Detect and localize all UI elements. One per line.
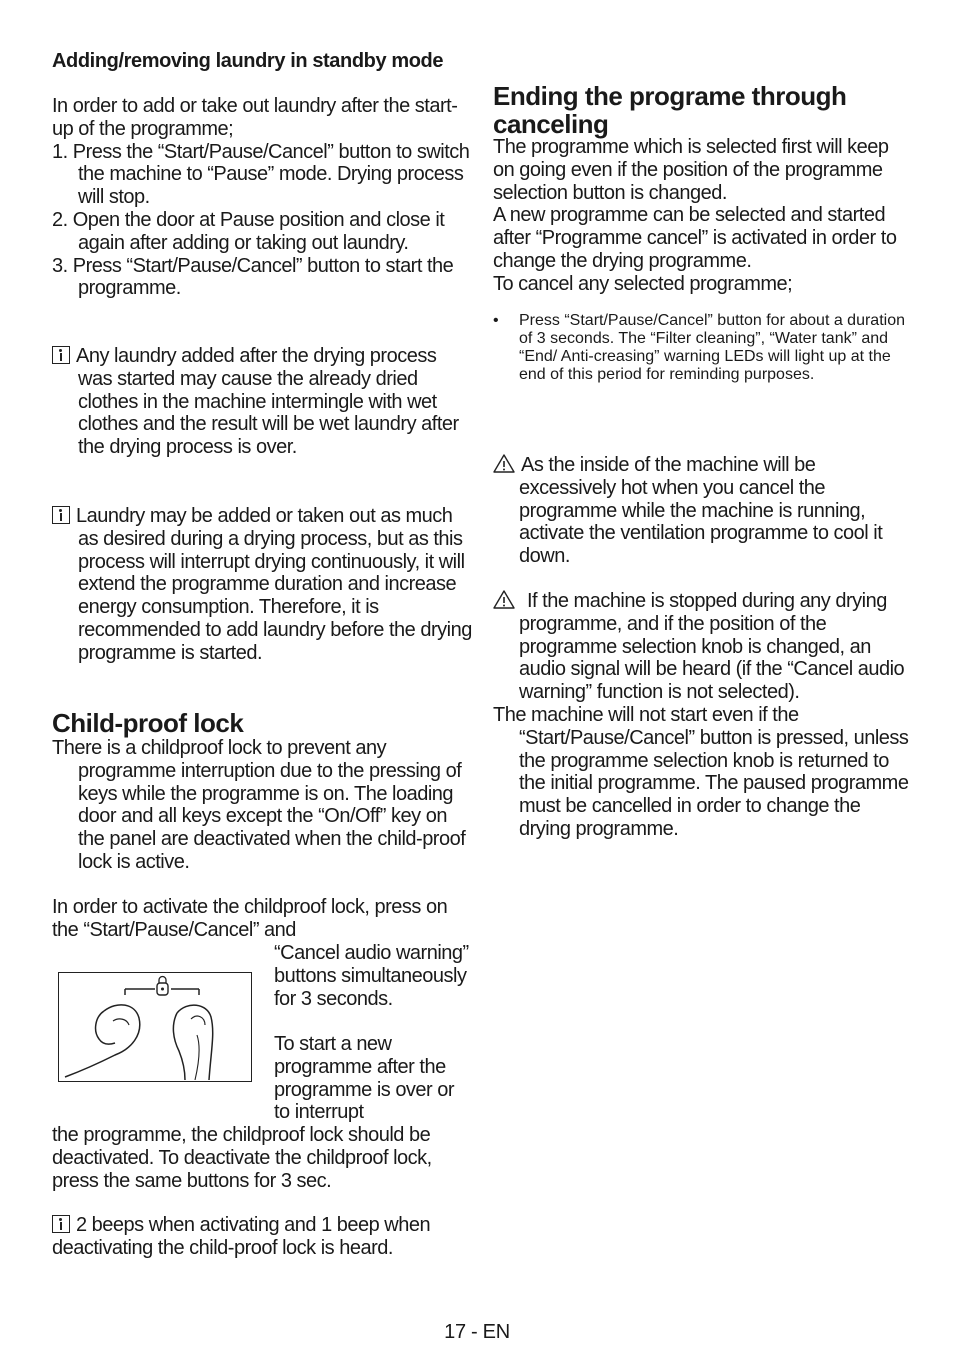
childlock-para-1-text: There is a childproof lock to prevent any programme interruption due to the pressing of keys while the programme is on. The loading door and all keys except the “On/Off” key on the panel are deactivated when the child-proof lock is active. xyxy=(52,737,466,873)
ending-para-2: A new programme can be selected and started after “Programme cancel” is activated in order to change the drying programme. xyxy=(493,204,897,272)
standby-step-1: 1. Press the “Start/Pause/Cancel” button to switch the machine to “Pause” mode. Drying process will stop. xyxy=(52,140,470,209)
standby-heading: Adding/removing laundry in standby mode xyxy=(52,50,444,72)
hands-pressing-buttons-illustration xyxy=(59,973,250,1080)
childlock-para-3 xyxy=(52,1124,452,1192)
bullet-dot-icon: • xyxy=(493,311,499,329)
standby-step-2: 2. Open the door at Pause position and close it again after adding or taking out laundry. xyxy=(52,208,445,254)
standby-note-1 xyxy=(52,345,472,459)
ending-warning-2 xyxy=(493,590,913,841)
childlock-note xyxy=(52,1214,432,1260)
ending-warning-2-text: If the machine is stopped during any drying programme, and if the position of the programme selection knob is changed, an audio signal will be heard (if the “Cancel audio warning” function is not selected). xyxy=(519,590,905,704)
standby-note-1-text: Any laundry added after the drying process was started may cause the already dried clothes in the machine intermingle with wet clothes and the result will be wet laundry after the drying process is over. xyxy=(76,345,459,459)
ending-para-3: To cancel any selected programme; xyxy=(493,272,793,295)
standby-note-2 xyxy=(52,505,472,665)
ending-para-1: The programme which is selected first will keep on going even if the position of the programme selection button is changed. xyxy=(493,136,889,204)
childlock-para-2 xyxy=(52,896,452,942)
childlock-beside-2: To start a new programme after the programme is over or to interrupt xyxy=(274,1033,455,1124)
standby-intro: In order to add or take out laundry after the start-up of the programme; xyxy=(52,95,458,140)
ending-para-4: The machine will not start even if the “Start/Pause/Cancel” button is pressed, unless the programme selection knob is returned to the initial programme. The paused programme must be cancelled in order to change the drying programme. xyxy=(493,703,909,840)
childlock-note-text: 2 beeps when activating and 1 beep when deactivating the child-proof lock is heard. xyxy=(52,1214,431,1259)
ending-heading: Ending the programe through canceling xyxy=(493,81,847,139)
info-icon xyxy=(52,506,70,524)
childlock-para-3-text: the programme, the childproof lock should be deactivated. To deactivate the childproof lock, press the same buttons for 3 sec. xyxy=(52,1124,432,1192)
ending-body xyxy=(493,136,913,400)
info-icon xyxy=(52,1215,70,1233)
standby-intro-block xyxy=(52,95,472,300)
standby-step-3: 3. Press “Start/Pause/Cancel” button to start the programme. xyxy=(52,254,454,300)
lock-icon xyxy=(157,977,168,996)
ending-bullet xyxy=(493,312,913,384)
ending-warning-1 xyxy=(493,454,913,568)
page-number: 17 - EN xyxy=(444,1321,510,1343)
ending-warning-1-text: As the inside of the machine will be excessively hot when you cancel the programme while the machine is running, activate the ventilation programme to cool it down. xyxy=(519,454,883,568)
childlock-heading: Child-proof lock xyxy=(52,708,244,738)
standby-note-2-text: Laundry may be added or taken out as much as desired during a drying process, but as this process will interrupt drying continuously, it will extend the programme duration and increase energy consumption. Therefore, it is recommended to add laundry before the drying programme is started. xyxy=(76,505,472,664)
childlock-beside-1: “Cancel audio warning” buttons simultaneously for 3 seconds. xyxy=(274,942,469,1010)
warning-triangle-icon xyxy=(493,590,515,609)
ending-bullet-text: Press “Start/Pause/Cancel” button for about a duration of 3 seconds. The “Filter cleaning”, “Water tank” and “End/ Anti-creasing” warning LEDs will light up at the end of this period for reminding purposes. xyxy=(519,311,905,383)
warning-triangle-icon xyxy=(493,454,515,473)
childlock-para-1 xyxy=(52,737,472,874)
info-icon xyxy=(52,346,70,364)
childlock-illustration xyxy=(58,972,252,1082)
childlock-para-2-text: In order to activate the childproof lock, press on the “Start/Pause/Cancel” and xyxy=(52,896,448,941)
